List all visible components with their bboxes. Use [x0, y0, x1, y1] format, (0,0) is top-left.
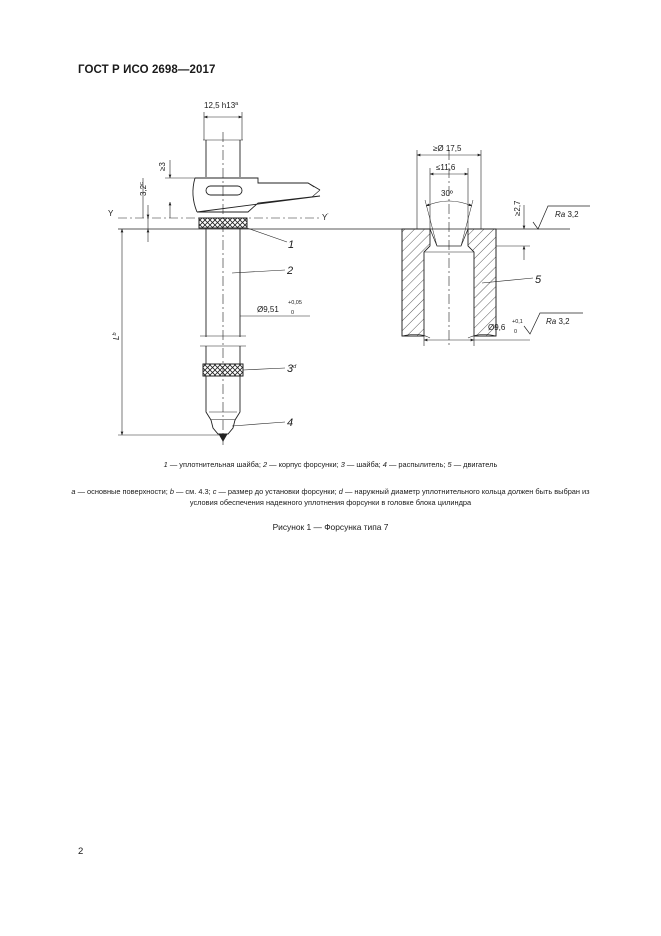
- legend-text: — распылитель;: [386, 460, 448, 469]
- legend-num: 1: [163, 460, 168, 469]
- injector-drawing: [0, 0, 661, 460]
- legend-text: — корпус форсунки;: [267, 460, 341, 469]
- figure-notes: [70, 486, 591, 508]
- min-3-dimension: ≥3: [158, 162, 167, 171]
- note-text: — основные поверхности;: [75, 487, 170, 496]
- callout-2: 2: [287, 265, 294, 277]
- min-diameter-17-5-dimension: ≥Ø 17,5: [433, 144, 462, 153]
- callout-4: 4: [287, 417, 294, 429]
- length-dimension: $L^b$: [112, 332, 121, 340]
- note-text: — наружный диаметр уплотнительного кольца должен быть выбран из условия обеспечения надежного уплотнения форсунки в головке блока цилиндра: [189, 487, 590, 507]
- min-2-7-dimension: ≥2,7: [513, 200, 522, 216]
- legend-text: — двигатель: [451, 460, 498, 469]
- body-diameter-tolerance-upper: +0,05: [288, 300, 302, 306]
- legend-text: — уплотнительная шайба;: [167, 460, 263, 469]
- page-number: 2: [78, 846, 84, 857]
- legend-num: 4: [382, 460, 387, 469]
- angle-30-dimension: 30º: [441, 189, 453, 198]
- body-diameter-tolerance-lower: 0: [291, 310, 295, 316]
- callout-1: 1: [288, 239, 295, 251]
- note-text: — размер до установки форсунки;: [216, 487, 339, 496]
- bore-diameter-tolerance-lower: 0: [514, 329, 518, 335]
- legend-num: 5: [447, 460, 452, 469]
- max-11-6-dimension: ≤11,6: [436, 163, 456, 172]
- legend-num: 3: [340, 460, 345, 469]
- callout-3: 3$^d$: [287, 363, 297, 375]
- width-dimension: 12,5 h13$^a$: [204, 101, 239, 110]
- roughness-1: Ra 3,2: [555, 210, 579, 219]
- note-key: a: [71, 487, 76, 496]
- legend-num: 2: [262, 460, 268, 469]
- y-label-left: Y: [108, 209, 114, 218]
- injector-side-view: [118, 112, 570, 445]
- callout-5: 5: [535, 274, 542, 286]
- note-key: b: [169, 487, 174, 496]
- body-diameter-dimension: Ø9,51: [257, 305, 279, 314]
- note-text: — см. 4.3;: [173, 487, 213, 496]
- bore-diameter-tolerance-upper: +0,1: [512, 319, 523, 325]
- y-label-right: Y': [322, 213, 329, 222]
- document-header: ГОСТ Р ИСО 2698—2017: [78, 64, 216, 76]
- bore-diameter-dimension: Ø9,6: [488, 323, 506, 332]
- figure-title: Рисунок 1 — Форсунка типа 7: [272, 522, 389, 532]
- legend-text: — шайба;: [344, 460, 383, 469]
- note-key: d: [338, 487, 343, 496]
- note-key: c: [212, 487, 217, 496]
- 3-2-dimension: 3,2$^c$: [139, 182, 148, 196]
- figure-legend: [60, 459, 601, 470]
- roughness-2: Ra 3,2: [546, 317, 570, 326]
